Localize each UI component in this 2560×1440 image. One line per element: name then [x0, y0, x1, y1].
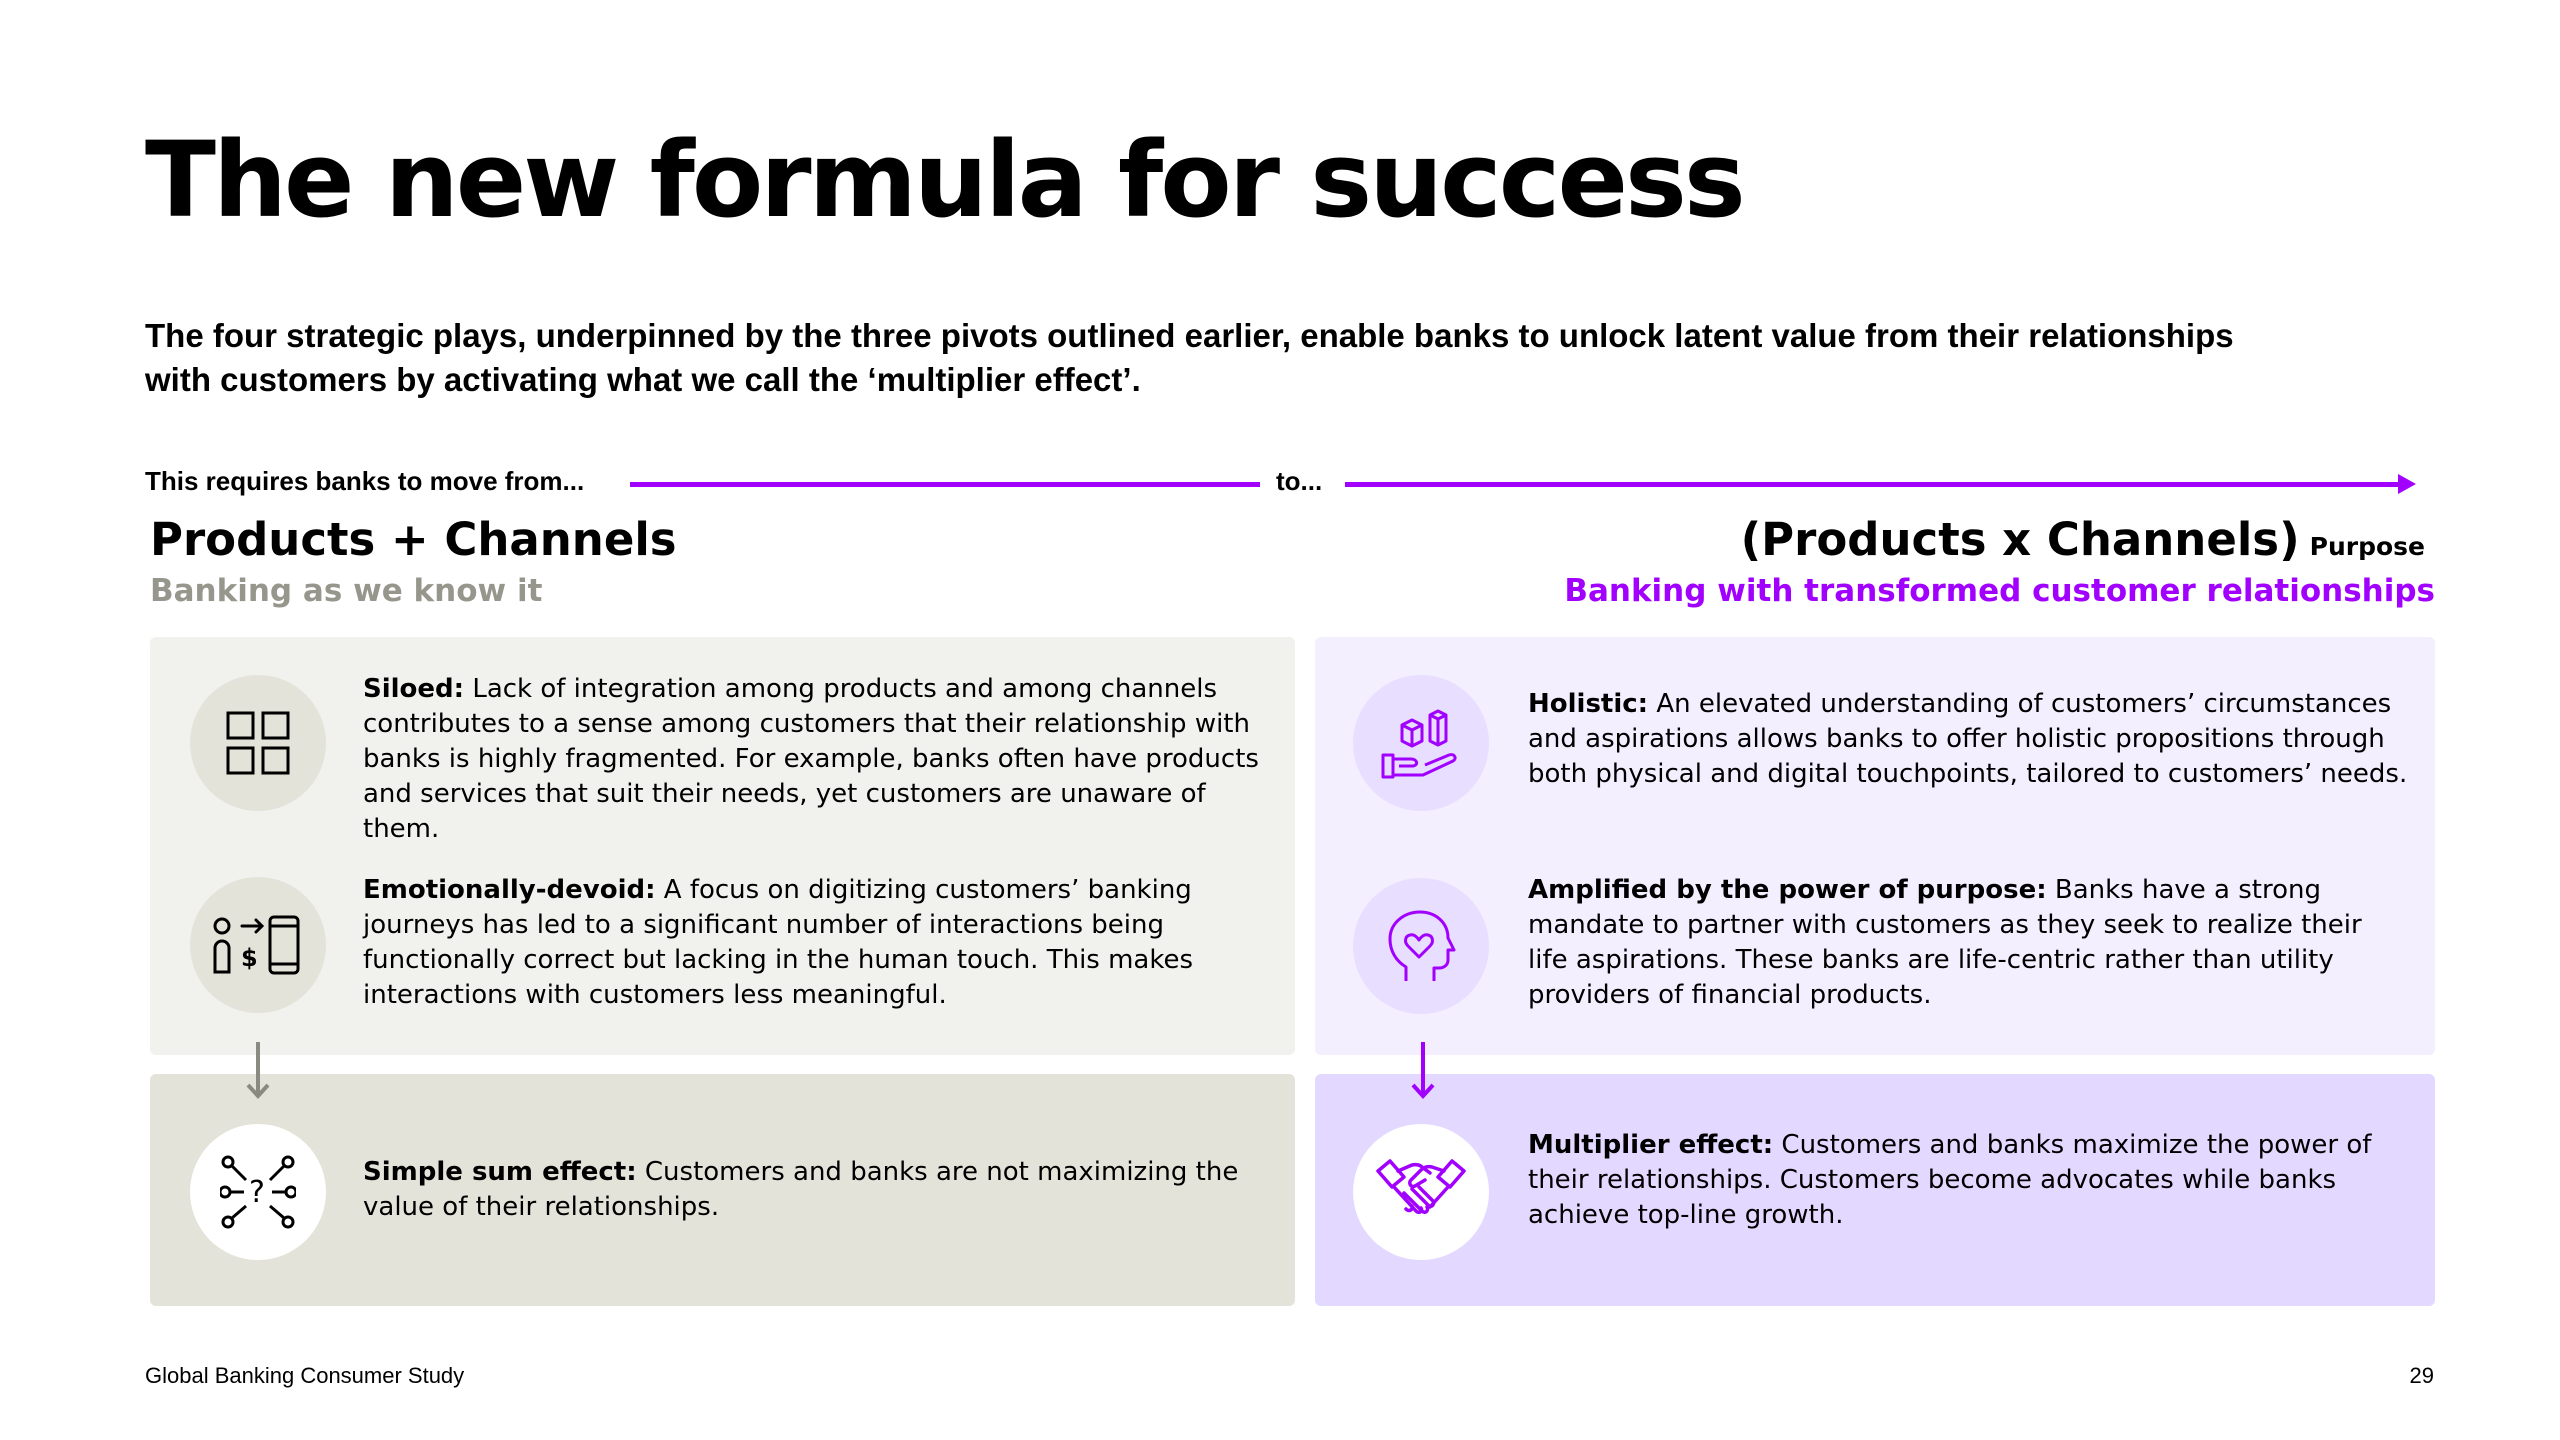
arrow-down-icon	[1408, 1040, 1438, 1100]
hand-holding-boxes-icon	[1353, 675, 1489, 811]
item-body: An elevated understanding of customers’ circumstances and aspirations allows banks to offer holistic propositions through both physical and digital touchpoints, tailored to customers’ needs.	[1528, 689, 2408, 789]
item-title: Multiplier effect:	[1528, 1130, 1774, 1160]
svg-text:?: ?	[249, 1175, 265, 1210]
intro-paragraph: The four strategic plays, underpinned by the three pivots outlined earlier, enable banks to unlock latent value from their relationships with customers by activating what we call the ‘multiplier effect’.	[145, 317, 2234, 398]
item-title: Holistic:	[1528, 689, 1649, 719]
page-number: 29	[2409, 1363, 2434, 1388]
handshake-icon	[1353, 1124, 1489, 1260]
amplified-by-purpose-item	[1528, 873, 2408, 1013]
head-heart-icon	[1353, 878, 1489, 1014]
grid-squares-icon	[190, 675, 326, 811]
item-title: Siloed:	[363, 674, 465, 704]
left-subheading: Banking as we know it	[150, 573, 543, 609]
item-title: Simple sum effect:	[363, 1157, 637, 1187]
arrow-down-icon	[243, 1040, 273, 1100]
item-body: Banks have a strong mandate to partner with customers as they seek to realize their life aspirations. These banks are life-centric rather than utility providers of financial products.	[1528, 875, 2362, 1010]
page-title: The new formula for success	[145, 119, 1743, 241]
right-heading-formula: (Products x Channels)	[1740, 513, 2300, 566]
arrow-right-icon	[2398, 474, 2416, 494]
question-network-icon	[190, 1124, 326, 1260]
left-heading: Products + Channels	[150, 513, 677, 566]
item-title: Emotionally-devoid:	[363, 875, 656, 905]
holistic-item	[1528, 687, 2408, 792]
transition-to-label: to...	[1276, 466, 1323, 496]
emotionally-devoid-item	[363, 873, 1263, 1013]
item-body: Customers and banks are not maximizing the value of their relationships.	[363, 1157, 1239, 1222]
multiplier-effect-item	[1528, 1128, 2408, 1233]
item-title: Amplified by the power of purpose:	[1528, 875, 2047, 905]
transition-line	[630, 482, 1260, 487]
item-body: A focus on digitizing customers’ banking journeys has led to a significant number of interactions being functionally correct but lacking in the human touch. This makes interactions with customers less meaningful.	[363, 875, 1194, 1010]
transition-from-label: This requires banks to move from...	[145, 466, 585, 496]
svg-text:$: $	[241, 944, 258, 972]
footer-source: Global Banking Consumer Study	[145, 1363, 465, 1388]
person-money-phone-icon	[190, 877, 326, 1013]
right-heading-tag: Purpose	[2309, 532, 2425, 561]
right-heading	[1741, 511, 2425, 576]
siloed-item	[363, 672, 1263, 847]
transition-line-arrow	[1345, 482, 2405, 487]
simple-sum-effect-item	[363, 1155, 1263, 1225]
right-subheading: Banking with transformed customer relationships	[1564, 573, 2435, 609]
item-body: Lack of integration among products and among channels contributes to a sense among customers that their relationship with banks is highly fragmented. For example, banks often have products and services that suit their needs, yet customers are unaware of them.	[363, 674, 1259, 844]
item-body: Customers and banks maximize the power of their relationships. Customers become advocates while banks achieve top-line growth.	[1528, 1130, 2372, 1230]
